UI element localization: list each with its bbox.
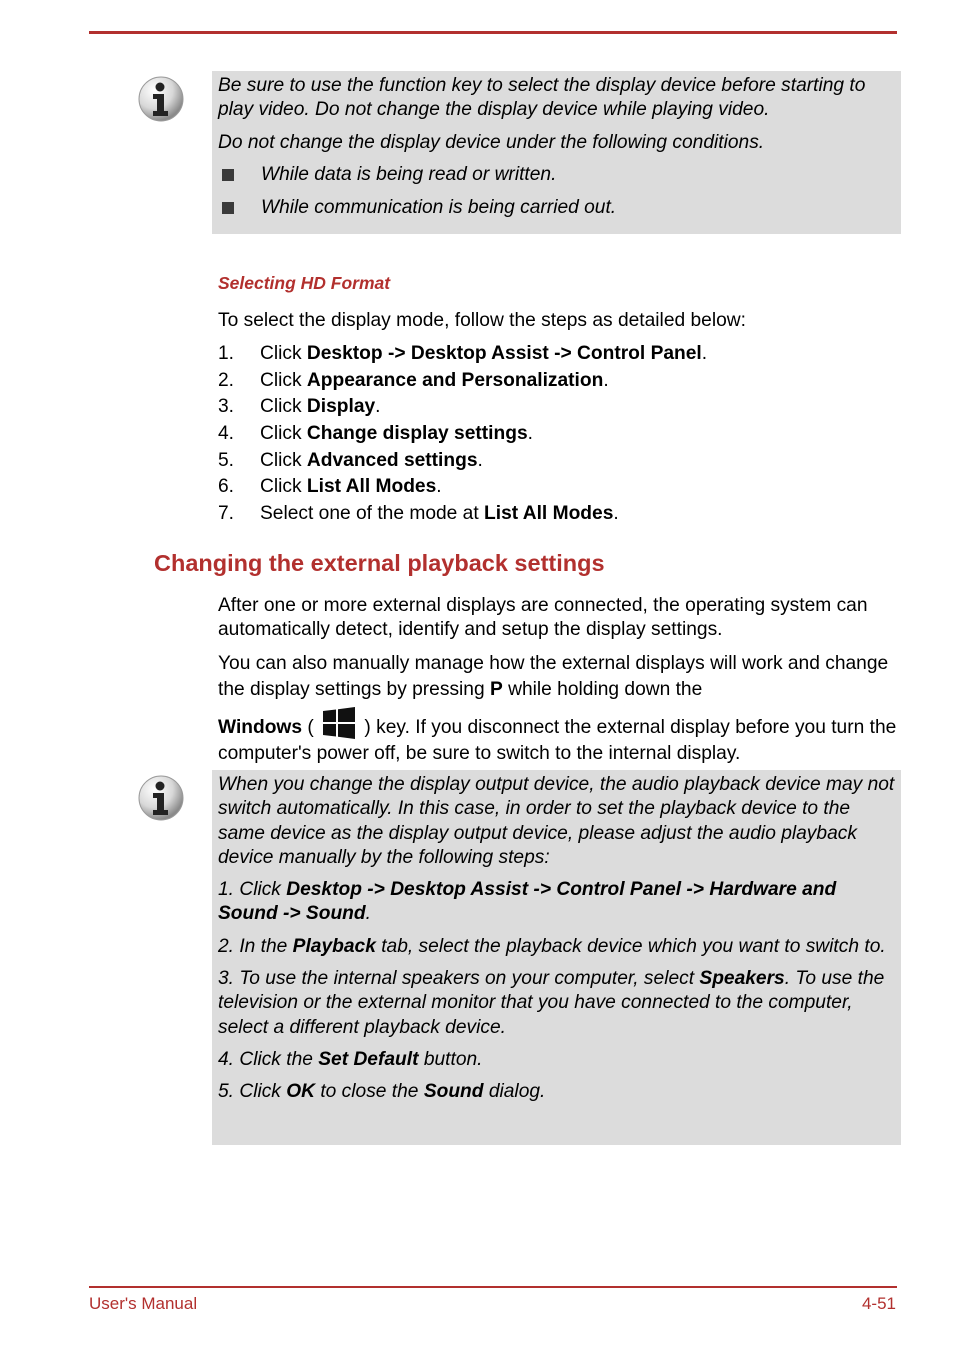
paragraph: You can also manually manage how the external displays will work and change the display settings by pressing P while holding down the Windows ( ) key. If you disconnect the external display before you turn the computer's power off, be sure to switch to the internal display.	[218, 653, 897, 764]
note-text: When you change the display output device, the audio playback device may not switch automatically. In this case, in order to set the playback device to the same device as the display output device, please adjust the audio playback device manually by the following steps:	[218, 774, 895, 868]
info-icon	[137, 774, 185, 822]
paragraph: After one or more external displays are connected, the operating system can automatically detect, identify and setup the display settings.	[218, 595, 868, 641]
section-heading: Changing the external playback settings	[154, 550, 605, 576]
bullet-square-icon	[222, 169, 234, 181]
note-bullet: While communication is being carried out.	[218, 196, 895, 220]
header-rule	[89, 31, 897, 34]
intro-text: To select the display mode, follow the steps as detailed below:	[218, 310, 746, 331]
note-bullet: While data is being read or written.	[218, 163, 895, 187]
windows-key-icon	[323, 707, 355, 739]
page-number: 4-51	[861, 1294, 896, 1313]
note-step: 3. To use the internal speakers on your computer, select Speakers. To use the television or the external monitor that you have connected to the computer, select a different playback device.	[218, 968, 885, 1038]
note-step: 4. Click the Set Default button.	[218, 1048, 483, 1070]
footer-manual-title: User's Manual	[89, 1294, 198, 1313]
bullet-square-icon	[222, 202, 234, 214]
note-step: 1. Click Desktop -> Desktop Assist -> Control Panel -> Hardware and Sound -> Sound.	[218, 879, 837, 925]
note-box-display-device	[212, 71, 901, 234]
note-text: Be sure to use the function key to select the display device before starting to play video. Do not change the display device while playing video.	[218, 75, 866, 121]
info-icon	[137, 75, 185, 123]
footer-rule	[89, 1286, 897, 1288]
subheading-hd-format: Selecting HD Format	[218, 273, 391, 293]
note-box-audio-playback	[212, 770, 901, 1145]
note-step: 2. In the Playback tab, select the playback device which you want to switch to.	[218, 935, 886, 957]
note-text: Do not change the display device under the following conditions.	[218, 131, 765, 153]
note-step: 5. Click OK to close the Sound dialog.	[218, 1081, 546, 1103]
